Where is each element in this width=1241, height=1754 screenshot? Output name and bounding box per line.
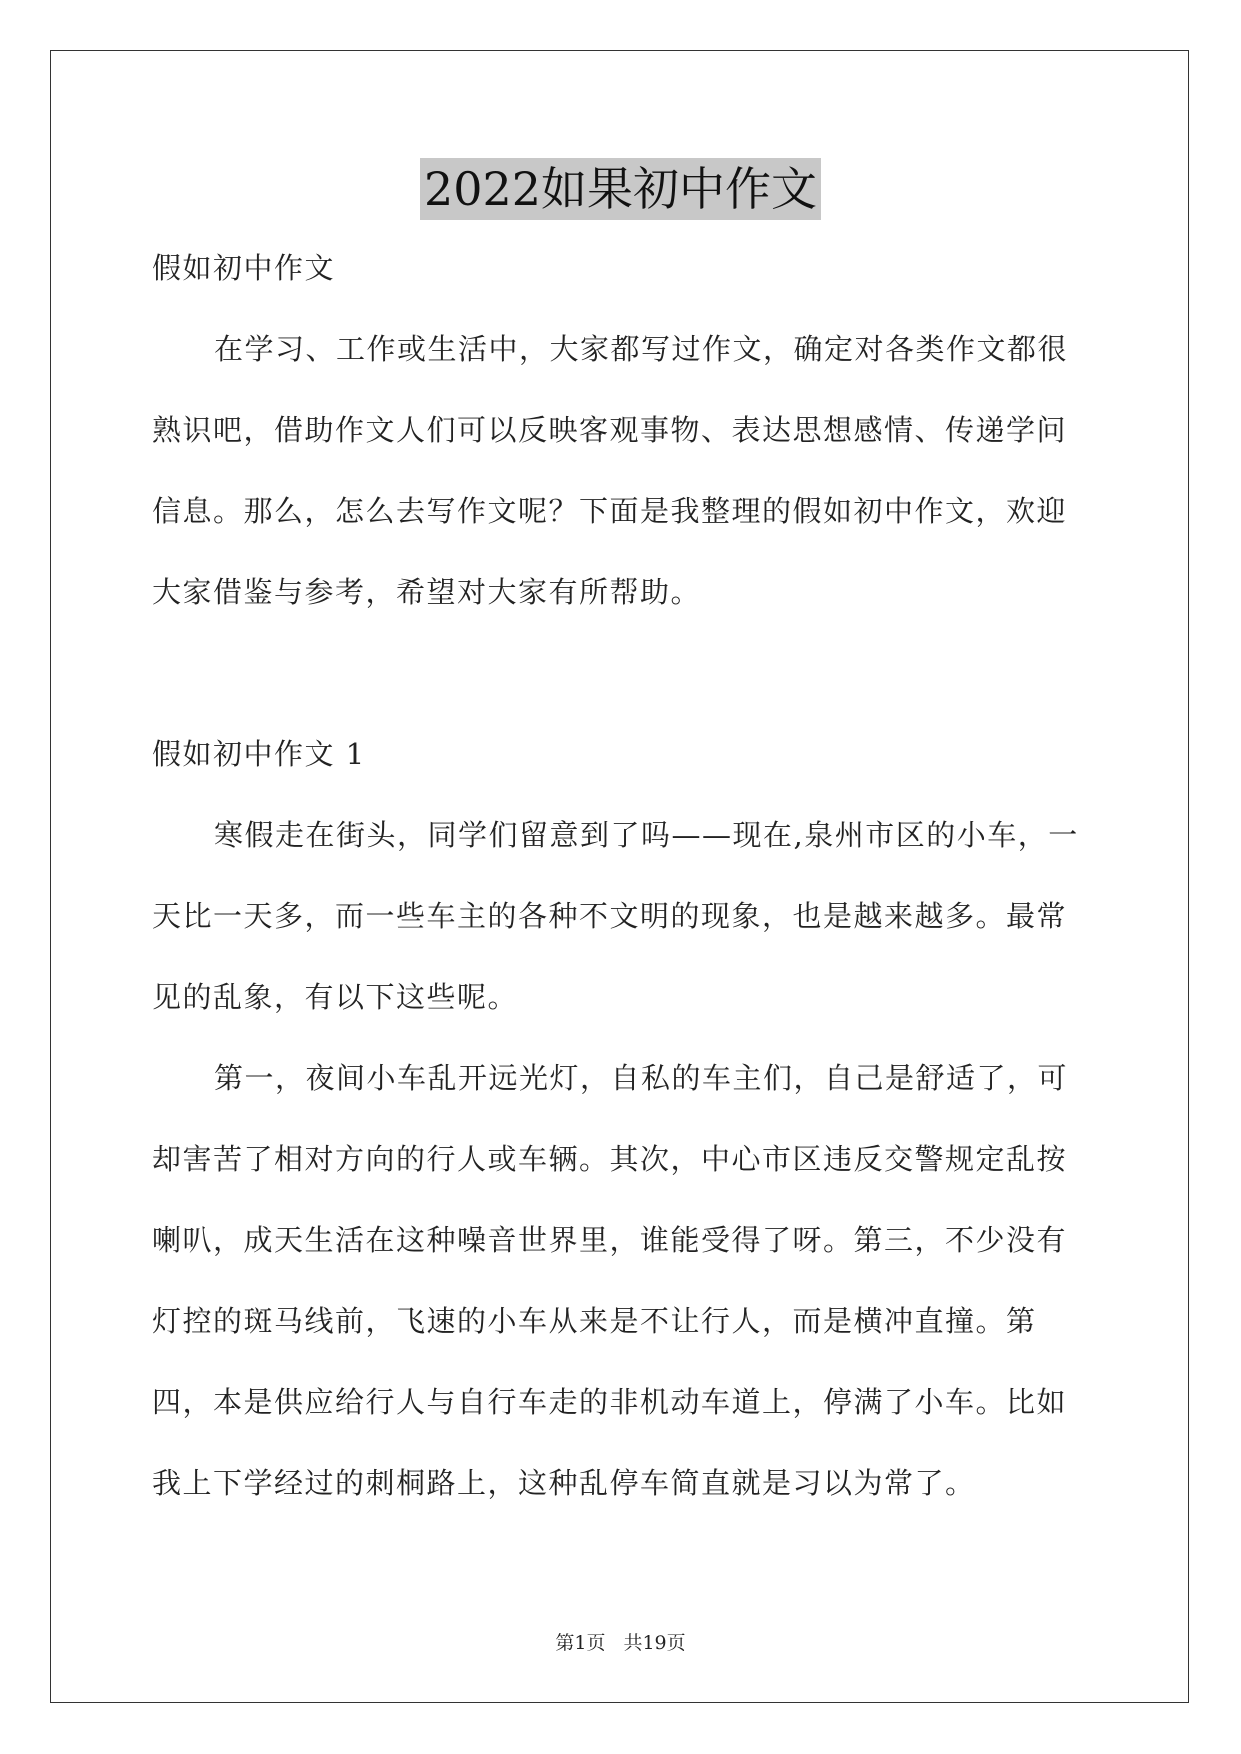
page-number: 第1页 bbox=[555, 1632, 606, 1654]
spacer bbox=[152, 633, 1092, 714]
title-container bbox=[0, 158, 1241, 220]
paragraph: 在学习、工作或生活中，大家都写过作文，确定对各类作文都很熟识吧，借助作文人们可以反映客观事物、表达思想感情、传递学问信息。那么，怎么去写作文呢？下面是我整理的假如初中作文，欢迎大家借鉴与参考，希望对大家有所帮助。 bbox=[152, 332, 1069, 609]
page-total: 共19页 bbox=[623, 1632, 686, 1654]
document-title: 2022如果初中作文 bbox=[420, 158, 821, 220]
section-heading: 假如初中作文 bbox=[152, 251, 336, 285]
page-footer bbox=[0, 1628, 1241, 1655]
paragraph: 第一，夜间小车乱开远光灯，自私的车主们，自己是舒适了，可却害苦了相对方向的行人或车辆。其次，中心市区违反交警规定乱按喇叭，成天生活在这种噪音世界里，谁能受得了呀。第三，不少没有灯控的斑马线前，飞速的小车从来是不让行人，而是横冲直撞。第四，本是供应给行人与自行车走的非机动车道上，停满了小车。比如我上下学经过的刺桐路上，这种乱停车简直就是习以为常了。 bbox=[152, 1061, 1069, 1500]
paragraph: 寒假走在街头，同学们留意到了吗——现在,泉州市区的小车，一天比一天多，而一些车主的各种不文明的现象，也是越来越多。最常见的乱象，有以下这些呢。 bbox=[152, 818, 1079, 1014]
document-body bbox=[152, 228, 1092, 1524]
section-heading: 假如初中作文 1 bbox=[152, 737, 366, 771]
